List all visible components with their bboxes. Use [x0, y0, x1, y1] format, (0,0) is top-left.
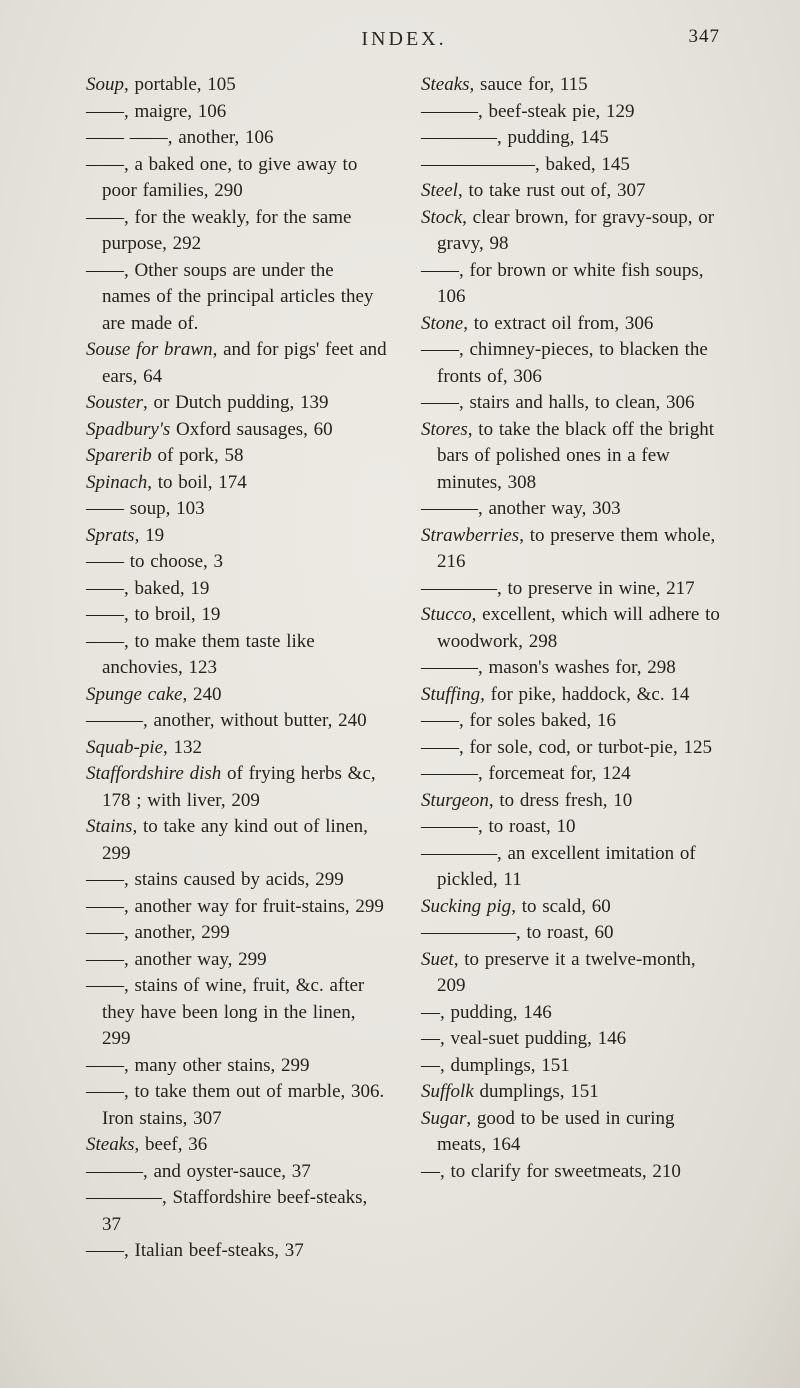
- index-entry: [421, 788, 722, 815]
- index-entry-text: ————, Staffordshire beef-steaks, 37: [86, 1187, 368, 1235]
- index-entry-text: , to extract oil from, 306: [463, 312, 654, 334]
- index-entry: [421, 920, 722, 947]
- index-entry: [86, 814, 387, 867]
- index-entry-text: , to preserve it a twelve-month, 209: [437, 948, 696, 996]
- index-entry-text: ————, pudding, 145: [421, 127, 609, 148]
- index-entry: [86, 867, 387, 894]
- index-entry-text: —— to choose, 3: [86, 551, 224, 572]
- index-entry: [421, 814, 722, 841]
- index-column-left: [86, 72, 387, 1265]
- index-entry-text: , for pike, haddock, &c. 14: [480, 683, 690, 705]
- index-headword: Steaks: [421, 74, 470, 95]
- index-entry-text: ——, for sole, cod, or turbot-pie, 125: [421, 736, 712, 758]
- index-headword: Steel: [421, 180, 458, 201]
- index-entry: [86, 576, 387, 603]
- index-entry-text: ——, maigre, 106: [86, 100, 227, 122]
- index-headword: Stuffing: [421, 683, 481, 705]
- index-entry: [86, 735, 387, 762]
- index-entry: [86, 1053, 387, 1080]
- index-entry: [421, 390, 722, 417]
- index-entry-text: dumplings, 151: [473, 1081, 599, 1102]
- index-entry-text: , to boil, 174: [147, 471, 247, 493]
- index-entry: [421, 496, 722, 523]
- index-entry: [421, 523, 722, 576]
- index-entry-text: ——, to make them taste like anchovies, 123: [86, 630, 315, 678]
- index-entry: [86, 99, 387, 126]
- index-entry-text: ———, another, without butter, 240: [86, 710, 367, 731]
- index-headword: Sugar: [421, 1107, 467, 1129]
- index-entry: [421, 1106, 722, 1159]
- index-entry: [86, 682, 387, 709]
- page-number: 347: [688, 26, 720, 47]
- index-entry-text: ——, Other soups are under the names of the principal articles they are made of.: [86, 259, 374, 334]
- index-entry: [421, 311, 722, 338]
- index-headword: Stains: [86, 816, 133, 837]
- index-entry-text: ——, for soles baked, 16: [421, 710, 617, 731]
- index-entry-text: —————, to roast, 60: [421, 922, 614, 943]
- index-entry: [421, 258, 722, 311]
- index-entry-text: ———, to roast, 10: [421, 816, 576, 837]
- index-entry: [86, 920, 387, 947]
- index-entry: [421, 1159, 722, 1186]
- index-entry-text: ——, many other stains, 299: [86, 1054, 310, 1076]
- index-entry-text: ———, forcemeat for, 124: [421, 763, 631, 784]
- index-entry: [86, 443, 387, 470]
- index-entry: [86, 708, 387, 735]
- index-entry-text: , sauce for, 115: [469, 74, 588, 95]
- index-headword: Suffolk: [421, 1081, 474, 1102]
- running-head: INDEX.: [361, 28, 447, 50]
- index-entry: [86, 947, 387, 974]
- index-headword: Staffordshire dish: [86, 763, 222, 784]
- index-entry: [421, 708, 722, 735]
- index-entry: [421, 1000, 722, 1027]
- index-entry-text: —, veal-suet pudding, 146: [421, 1028, 627, 1049]
- index-entry-text: , 19: [134, 524, 165, 546]
- index-entry-text: —, dumplings, 151: [421, 1054, 570, 1076]
- index-entry-text: —— ——, another, 106: [86, 127, 274, 148]
- index-entry: [86, 602, 387, 629]
- index-entry: [86, 496, 387, 523]
- index-headword: Stone: [421, 312, 464, 334]
- index-entry: [421, 655, 722, 682]
- index-entry-text: , to preserve them whole, 216: [437, 524, 716, 572]
- index-entry-text: ———, mason's washes for, 298: [421, 657, 676, 678]
- index-headword: Steaks: [86, 1134, 135, 1155]
- index-entry-text: ——, baked, 19: [86, 577, 210, 599]
- index-entry: [86, 761, 387, 814]
- index-entry: [86, 258, 387, 338]
- index-entry: [421, 178, 722, 205]
- index-entry: [86, 205, 387, 258]
- index-entry: [86, 1079, 387, 1132]
- index-headword: Stores: [421, 418, 468, 440]
- index-entry-text: of frying herbs &c, 178 ; with liver, 209: [102, 763, 376, 811]
- index-headword: Sparerib: [86, 445, 152, 466]
- index-entry: [421, 735, 722, 762]
- index-headword: Sturgeon: [421, 789, 489, 811]
- index-entry: [86, 152, 387, 205]
- index-headword: Squab-pie: [86, 736, 164, 758]
- index-entry: [86, 470, 387, 497]
- index-entry-text: ——, stains caused by acids, 299: [86, 869, 344, 890]
- index-entry: [421, 125, 722, 152]
- index-entry: [421, 417, 722, 497]
- index-entry-text: ——, another, 299: [86, 922, 230, 943]
- index-entry: [86, 125, 387, 152]
- index-entry-text: ———, and oyster-sauce, 37: [86, 1160, 311, 1182]
- index-entry: [421, 1053, 722, 1080]
- index-entry-text: ——, chimney-pieces, to blacken the fronts of, 306: [421, 339, 708, 387]
- index-entry: [421, 1026, 722, 1053]
- index-entry: [86, 894, 387, 921]
- index-headword: Spinach: [86, 471, 148, 493]
- index-entry-text: —, pudding, 146: [421, 1001, 552, 1023]
- index-entry: [421, 72, 722, 99]
- index-headword: Suet: [421, 948, 454, 970]
- index-entry-text: ——, another way, 299: [86, 948, 267, 970]
- index-entry: [421, 337, 722, 390]
- index-entry: [421, 205, 722, 258]
- index-entry: [421, 99, 722, 126]
- index-headword: Spadbury's: [86, 418, 171, 440]
- index-headword: Souster: [86, 392, 143, 413]
- index-entry: [421, 761, 722, 788]
- index-entry-text: ——, stairs and halls, to clean, 306: [421, 392, 695, 413]
- index-entry-text: ——, Italian beef-steaks, 37: [86, 1240, 304, 1261]
- index-entry: [86, 390, 387, 417]
- index-entry: [421, 1079, 722, 1106]
- index-entry-text: of pork, 58: [151, 445, 244, 466]
- page-header: [86, 24, 722, 72]
- index-entry: [86, 523, 387, 550]
- index-headword: Stock: [421, 206, 463, 228]
- index-entry-text: , portable, 105: [124, 74, 236, 95]
- index-entry-text: , or Dutch pudding, 139: [143, 392, 329, 413]
- index-entry-text: Oxford sausages, 60: [170, 418, 333, 440]
- index-headword: Souse for brawn: [86, 339, 213, 360]
- index-entry: [421, 894, 722, 921]
- index-entry: [86, 417, 387, 444]
- index-entry-text: ——, another way for fruit-stains, 299: [86, 895, 384, 917]
- index-entry-text: , to take any kind out of linen, 299: [102, 816, 368, 864]
- index-entry-text: , and for pigs' feet and ears, 64: [102, 339, 387, 387]
- index-entry: [421, 576, 722, 603]
- index-entry-text: , 240: [182, 683, 222, 705]
- index-entry: [421, 602, 722, 655]
- index-entry-text: , to dress fresh, 10: [488, 789, 633, 811]
- index-entry: [421, 947, 722, 1000]
- index-entry-text: , 132: [163, 736, 203, 758]
- index-entry-text: ——, a baked one, to give away to poor families, 290: [86, 153, 358, 201]
- index-entry-text: , to take the black off the bright bars of polished ones in a few minutes, 308: [437, 418, 714, 493]
- index-entry-text: , to scald, 60: [511, 895, 611, 917]
- index-entry: [86, 72, 387, 99]
- index-entry-text: ———, another way, 303: [421, 498, 621, 519]
- index-entry-text: , to take rust out of, 307: [457, 180, 646, 201]
- index-entry-text: ——, for brown or white fish soups, 106: [421, 259, 704, 307]
- index-entry: [421, 152, 722, 179]
- index-entry-text: , beef, 36: [134, 1134, 208, 1155]
- index-headword: Strawberries: [421, 524, 520, 546]
- index-entry: [86, 337, 387, 390]
- index-entry-text: ——, for the weakly, for the same purpose, 292: [86, 206, 352, 254]
- index-entry: [86, 973, 387, 1053]
- index-entry-text: ——, to broil, 19: [86, 604, 221, 625]
- index-entry-text: , good to be used in curing meats, 164: [437, 1107, 675, 1155]
- index-columns: [86, 72, 722, 1265]
- index-headword: Spunge cake: [86, 683, 183, 705]
- index-entry-text: ————, an excellent imitation of pickled, 11: [421, 842, 696, 890]
- index-entry-text: ——, stains of wine, fruit, &c. after they have been long in the linen, 299: [86, 975, 365, 1049]
- index-headword: Soup: [86, 74, 124, 95]
- index-entry-text: —, to clarify for sweetmeats, 210: [421, 1160, 681, 1182]
- index-entry: [86, 1132, 387, 1159]
- index-entry: [86, 1238, 387, 1265]
- index-headword: Sprats: [86, 524, 135, 546]
- index-entry-text: ————, to preserve in wine, 217: [421, 577, 695, 599]
- index-entry: [86, 1159, 387, 1186]
- index-entry: [86, 549, 387, 576]
- index-entry-text: , excellent, which will adhere to woodwork, 298: [437, 604, 720, 652]
- index-headword: Sucking pig: [421, 895, 512, 917]
- index-entry-text: —— soup, 103: [86, 498, 205, 519]
- index-entry: [86, 629, 387, 682]
- index-entry: [421, 682, 722, 709]
- index-entry-text: ——, to take them out of marble, 306. Iron stains, 307: [86, 1081, 385, 1129]
- index-column-right: [421, 72, 722, 1265]
- index-entry-text: , clear brown, for gravy-soup, or gravy, 98: [437, 206, 715, 254]
- index-entry: [421, 841, 722, 894]
- index-headword: Stucco: [421, 604, 472, 625]
- index-entry: [86, 1185, 387, 1238]
- index-entry-text: ——————, baked, 145: [421, 153, 630, 175]
- index-entry-text: ———, beef-steak pie, 129: [421, 100, 635, 122]
